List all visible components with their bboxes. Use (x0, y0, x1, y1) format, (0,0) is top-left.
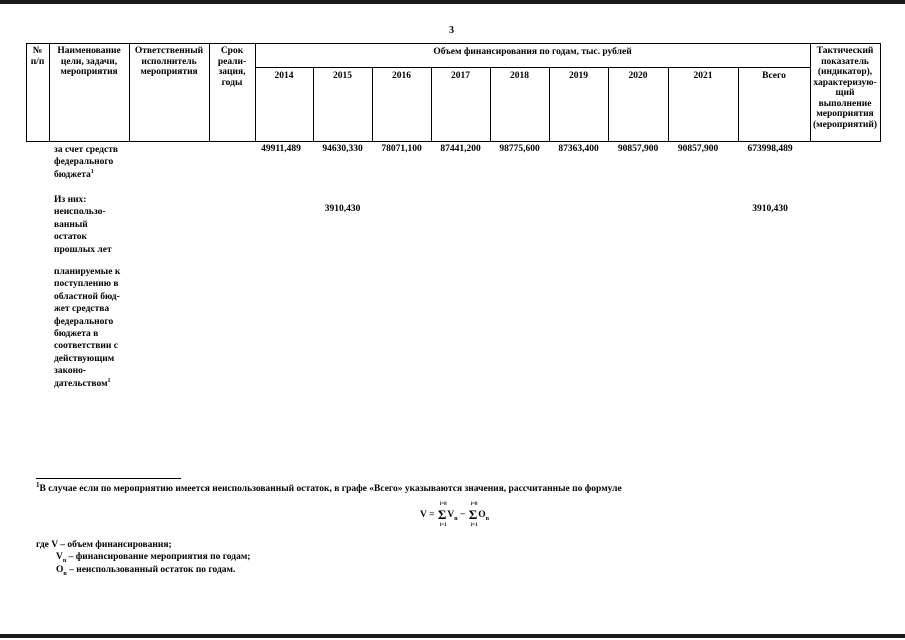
header-num: № п/п (30, 46, 45, 67)
row-unused-label: Из них: неиспользо- ванный остаток прошлых лет (54, 195, 112, 255)
year-2014: 2014 (274, 71, 294, 81)
year-total: Всего (762, 71, 786, 81)
header-indicator: Тактический показатель (индикатор), характеризую- щий выполнение мероприятия (мероприятий) (812, 46, 878, 130)
bottom-border (0, 634, 905, 638)
definition-where: где V – объем финансирования; (36, 540, 172, 550)
header-executor: Ответственный исполнитель мероприятия (134, 46, 204, 77)
federal-value-total: 673998,489 (747, 144, 793, 154)
federal-value-2016: 78071,100 (381, 144, 422, 154)
definition-vn: $V_n$ – финансирование мероприятия по годам; (56, 552, 251, 564)
definition-on: $O_n$ – неиспользованный остаток по годам. (56, 565, 236, 577)
federal-value-2014: 49911,489 (261, 144, 301, 154)
federal-value-2015: 94630,330 (322, 144, 363, 154)
footnote: $^1$В случае если по мероприятию имеется неиспользованный остаток, в графе «Всего» указываются значения, рассчитанные по формуле (36, 480, 622, 494)
formula: V = i=8 Σ i=1 $V_n$ − i=8 Σ i=1 $O_n$ (420, 502, 489, 528)
row-planned-label: планируемые к поступлению в областной бюд- жет средства федерального бюджета в соответствии с действующим законо- дательством$^1$ (54, 267, 121, 389)
top-border (0, 0, 905, 4)
year-2021: 2021 (693, 71, 713, 81)
page-number: 3 (449, 25, 454, 36)
federal-value-2021: 90857,900 (677, 144, 719, 154)
unused-value-2015: 3910,430 (324, 204, 361, 214)
federal-value-2018: 98775,600 (499, 144, 540, 154)
header-name: Наименование цели, задачи, мероприятия (57, 46, 121, 77)
year-2016: 2016 (392, 71, 411, 81)
year-2020: 2020 (628, 71, 648, 81)
year-2019: 2019 (569, 71, 588, 81)
federal-value-2017: 87441,200 (440, 144, 481, 154)
header-term: Срок реали- зация, годы (217, 46, 247, 88)
federal-value-2020: 90857,900 (617, 144, 659, 154)
year-2015: 2015 (333, 71, 352, 81)
unused-value-total: 3910,430 (752, 204, 788, 214)
year-2017: 2017 (451, 71, 470, 81)
row-federal-label: за счет средств федерального бюджета$^1$ (54, 145, 118, 180)
federal-value-2019: 87363,400 (558, 144, 599, 154)
footnote-separator (36, 478, 181, 479)
year-2018: 2018 (510, 71, 529, 81)
header-funding: Объем финансирования по годам, тыс. рублей (433, 47, 632, 57)
